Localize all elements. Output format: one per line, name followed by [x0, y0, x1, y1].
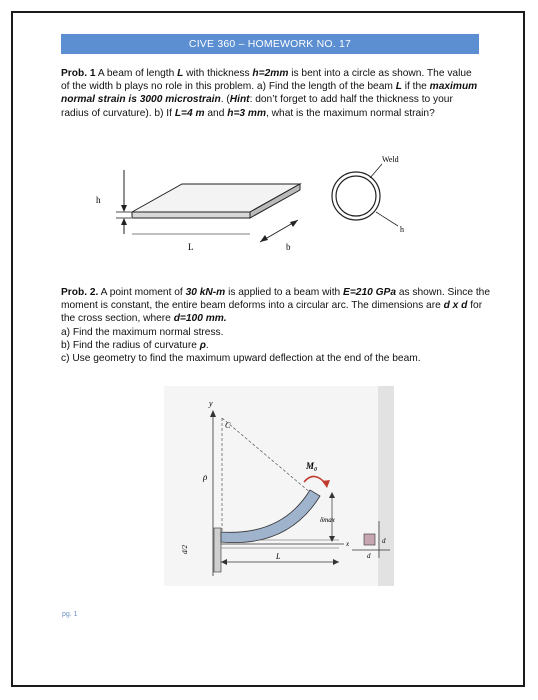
problem-1-text-part: . ( — [220, 94, 230, 106]
figure-1-h-label: h — [96, 195, 101, 205]
problem-1-text-part: with thickness — [183, 68, 253, 79]
modulus-value: E=210 GPa — [343, 287, 396, 298]
problem-2-part-b — [61, 339, 491, 352]
cross-section-value: d x d — [443, 300, 468, 312]
problem-2-part-a: a) Find the maximum normal stress. — [61, 326, 224, 338]
length-L-label: L — [276, 552, 281, 561]
x-axis-label: x — [346, 540, 350, 548]
problem-1-text-part: is bent into a circle as shown. The value of the width b plays no role in this problem. a) Find the length of the beam — [61, 68, 472, 93]
problem-2-label: Prob. 2. — [61, 287, 99, 298]
problem-2-text-part: for the cross section, where — [61, 300, 483, 325]
rho-label: ρ — [203, 472, 208, 482]
moment-value: 30 kN-m — [185, 287, 226, 298]
hint-label: Hint — [229, 94, 250, 106]
length-value: L=4 m — [174, 107, 205, 119]
problem-2-paragraph — [61, 286, 491, 326]
problem-1-text — [61, 67, 481, 120]
figure-1-flat-beam — [84, 168, 314, 260]
page-number: pg. 1 — [62, 611, 78, 618]
thickness-value-b: h=3 mm — [227, 107, 267, 119]
problem-1-paragraph — [61, 67, 481, 120]
variable-L: L — [177, 68, 184, 79]
problem-1-text-part: and — [204, 107, 228, 119]
problem-1-text-part: : don’t forget to add half the thickness to your radius of curvature). b) If — [61, 94, 453, 119]
cross-section-d-side-label: d — [382, 537, 386, 545]
weld-label: Weld — [382, 155, 399, 164]
d-value: d=100 mm. — [173, 313, 227, 325]
y-axis-label: y — [209, 399, 213, 408]
problem-1-label: Prob. 1 — [61, 68, 96, 79]
problem-1-text-part: A beam of length — [95, 68, 178, 79]
center-C-label: C — [225, 421, 231, 430]
problem-2-part-b-end: . — [205, 339, 209, 351]
homework-title-banner: CIVE 360 – HOMEWORK NO. 17 — [61, 34, 479, 54]
problem-1-text-part: , what is the maximum normal strain? — [266, 107, 435, 119]
figure-1-b-label: b — [286, 242, 291, 252]
rho-symbol: ρ — [199, 339, 206, 351]
problem-2-text — [61, 286, 491, 365]
moment-M-label: M₀ — [306, 461, 318, 471]
max-strain-value: maximum normal strain is 3000 microstrain — [61, 81, 478, 106]
problem-2-part-b-text: b) Find the radius of curvature — [61, 339, 200, 351]
delta-max-label: δmax — [320, 516, 335, 524]
figure-1-bent-ring — [310, 150, 420, 240]
figure-2-curved-beam — [164, 386, 394, 586]
variable-L: L — [395, 81, 402, 93]
d-half-label: d/2 — [181, 545, 189, 554]
figure-1-ring-h-label: h — [400, 225, 404, 234]
thickness-value: h=2mm — [252, 68, 289, 79]
problem-2-text-part: as shown. Since the moment is constant, the entire beam deforms into a circular arc. The dimensions are — [61, 287, 491, 312]
problem-2-text-part: is applied to a beam with — [225, 287, 344, 298]
problem-1-text-part: if the — [401, 81, 430, 93]
cross-section-d-bottom-label: d — [367, 552, 371, 560]
figure-1-L-label: L — [188, 242, 194, 252]
problem-2-part-c: c) Use geometry to find the maximum upward deflection at the end of the beam. — [61, 353, 421, 365]
problem-2-text-part: A point moment of — [98, 287, 186, 298]
